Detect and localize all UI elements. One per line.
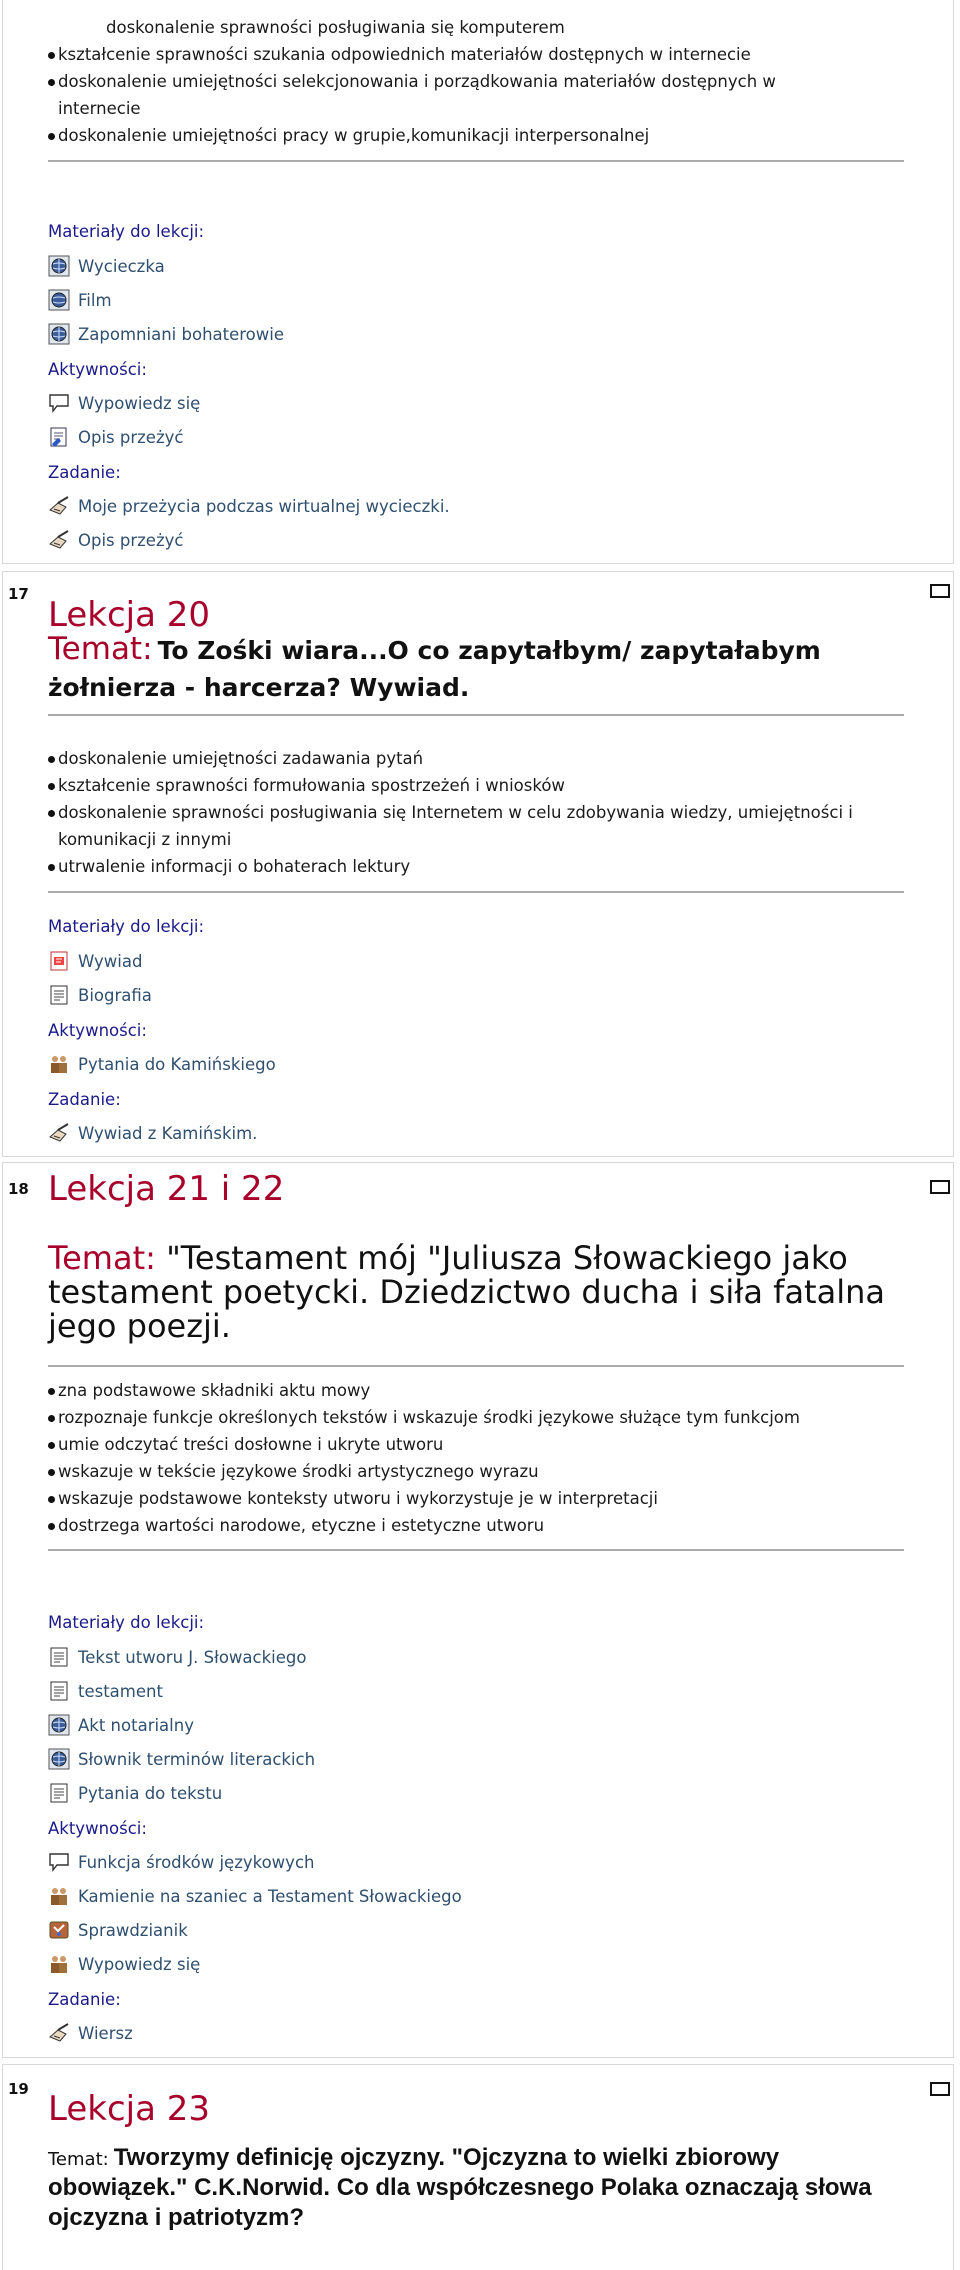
presentation-icon [48,950,70,972]
resource-link[interactable]: Pytania do tekstu [48,1781,222,1805]
topic-number: 18 [8,1180,29,1198]
resource-link[interactable]: Zapomniani bohaterowie [48,322,284,346]
goal-item: utrwalenie informacji o bohaterach lektury [58,853,858,880]
goal-item: doskonalenie umiejętności selekcjonowania i porządkowania materiałów dostępnych w internecie [58,68,858,122]
completion-checkbox[interactable] [930,2082,950,2096]
completion-checkbox[interactable] [930,1180,950,1194]
activity-link[interactable]: Opis przeżyć [48,425,183,449]
people-icon [48,1053,70,1075]
goal-item: doskonalenie sprawności posługiwania się komputerem [106,18,565,37]
activity-link[interactable]: Kamienie na szaniec a Testament Słowackiego [48,1884,462,1908]
text-document-icon [48,984,70,1006]
activity-link[interactable]: Funkcja środków językowych [48,1850,314,1874]
hand-pen-icon [48,2022,70,2044]
globe-icon [48,323,70,345]
topic-label: Temat: [48,631,153,667]
materials-heading: Materiały do lekcji: [48,1613,205,1632]
task-link[interactable]: Opis przeżyć [48,528,183,552]
resource-link[interactable]: testament [48,1679,163,1703]
text-document-icon [48,1646,70,1668]
globe-icon [48,1748,70,1770]
topic-number: 17 [8,585,29,603]
divider [48,714,904,716]
divider [48,1365,904,1367]
materials-heading: Materiały do lekcji: [48,222,205,241]
hand-pen-icon [48,529,70,551]
topic-text: "Testament mój "Juliusza Słowackiego jako testament poetycki. Dziedzictwo ducha i siła fatalna jego poezji. [48,1239,885,1345]
goal-item: rozpoznaje funkcje określonych tekstów i wskazuje środki językowe służące tym funkcjom [58,1404,918,1431]
topic-text: To Zośki wiara...O co zapytałbym/ zapytałabym żołnierza - harcerza? Wywiad. [48,636,821,702]
completion-checkbox[interactable] [930,584,950,598]
task-link[interactable]: Wiersz [48,2021,133,2045]
goal-item: umie odczytać treści dosłowne i ukryte utworu [58,1431,918,1458]
lesson-topic [48,1241,890,1343]
resource-link[interactable]: Tekst utworu J. Słowackiego [48,1645,306,1669]
resource-link[interactable]: Akt notarialny [48,1713,194,1737]
goal-item: kształcenie sprawności formułowania spostrzeżeń i wniosków [58,772,858,799]
goal-item: wskazuje podstawowe konteksty utworu i wykorzystuje je w interpretacji [58,1485,918,1512]
goals-list [58,122,858,149]
task-heading: Zadanie: [48,1090,121,1109]
resource-link[interactable]: Słownik terminów literackich [48,1747,315,1771]
quiz-icon [48,1919,70,1941]
people-icon [48,1885,70,1907]
activity-link[interactable]: Sprawdzianik [48,1918,188,1942]
goals-list [58,68,858,122]
document-edit-icon [48,426,70,448]
goal-item: doskonalenie umiejętności pracy w grupie,komunikacji interpersonalnej [58,122,858,149]
task-link[interactable]: Moje przeżycia podczas wirtualnej wycieczki. [48,494,450,518]
task-link[interactable]: Wywiad z Kamińskim. [48,1121,257,1145]
activity-link[interactable]: Pytania do Kamińskiego [48,1052,276,1076]
goals-list [58,745,858,880]
text-document-icon [48,1680,70,1702]
activities-heading: Aktywności: [48,1819,147,1838]
video-icon [48,289,70,311]
text-document-icon [48,1782,70,1804]
topic-text: Tworzymy definicję ojczyzny. "Ojczyzna to wielki zbiorowy obowiązek." C.K.Norwid. Co dla współczesnego Polaka oznaczają słowa ojczyzna i patriotyzm? [48,2144,872,2231]
goal-item: wskazuje w tekście językowe środki artystycznego wyrazu [58,1458,918,1485]
divider [48,160,904,162]
goal-item: doskonalenie sprawności posługiwania się Internetem w celu zdobywania wiedzy, umiejętności i komunikacji z innymi [58,799,858,853]
globe-icon [48,255,70,277]
topic-number: 19 [8,2080,29,2098]
speech-bubble-icon [48,392,70,414]
resource-link[interactable]: Wycieczka [48,254,165,278]
lesson-title: Lekcja 21 i 22 [48,1169,285,1209]
divider [48,891,904,893]
people-icon [48,1953,70,1975]
goal-item: zna podstawowe składniki aktu mowy [58,1377,918,1404]
hand-pen-icon [48,495,70,517]
activity-link[interactable]: Wypowiedz się [48,1952,200,1976]
goals-list [58,41,858,68]
goals-list [58,1377,918,1539]
topic-label: Temat: [48,2149,109,2170]
goal-item: kształcenie sprawności szukania odpowiednich materiałów dostępnych w internecie [58,41,858,68]
goals-list [58,14,858,41]
activities-heading: Aktywności: [48,1021,147,1040]
lesson-topic [48,2144,890,2234]
task-heading: Zadanie: [48,1990,121,2009]
task-heading: Zadanie: [48,463,121,482]
divider [48,1549,904,1551]
lesson-title: Lekcja 23 [48,2089,210,2129]
goal-item: doskonalenie umiejętności zadawania pytań [58,745,858,772]
goal-item: dostrzega wartości narodowe, etyczne i estetyczne utworu [58,1512,918,1539]
lesson-title: Lekcja 20 [48,595,210,635]
resource-link[interactable]: Wywiad [48,949,142,973]
activities-heading: Aktywności: [48,360,147,379]
materials-heading: Materiały do lekcji: [48,917,205,936]
globe-icon [48,1714,70,1736]
resource-link[interactable]: Biografia [48,983,152,1007]
resource-link[interactable]: Film [48,288,112,312]
activity-link[interactable]: Wypowiedz się [48,391,200,415]
hand-pen-icon [48,1122,70,1144]
topic-label: Temat: [48,1239,156,1277]
lesson-topic [48,632,920,708]
speech-bubble-icon [48,1851,70,1873]
